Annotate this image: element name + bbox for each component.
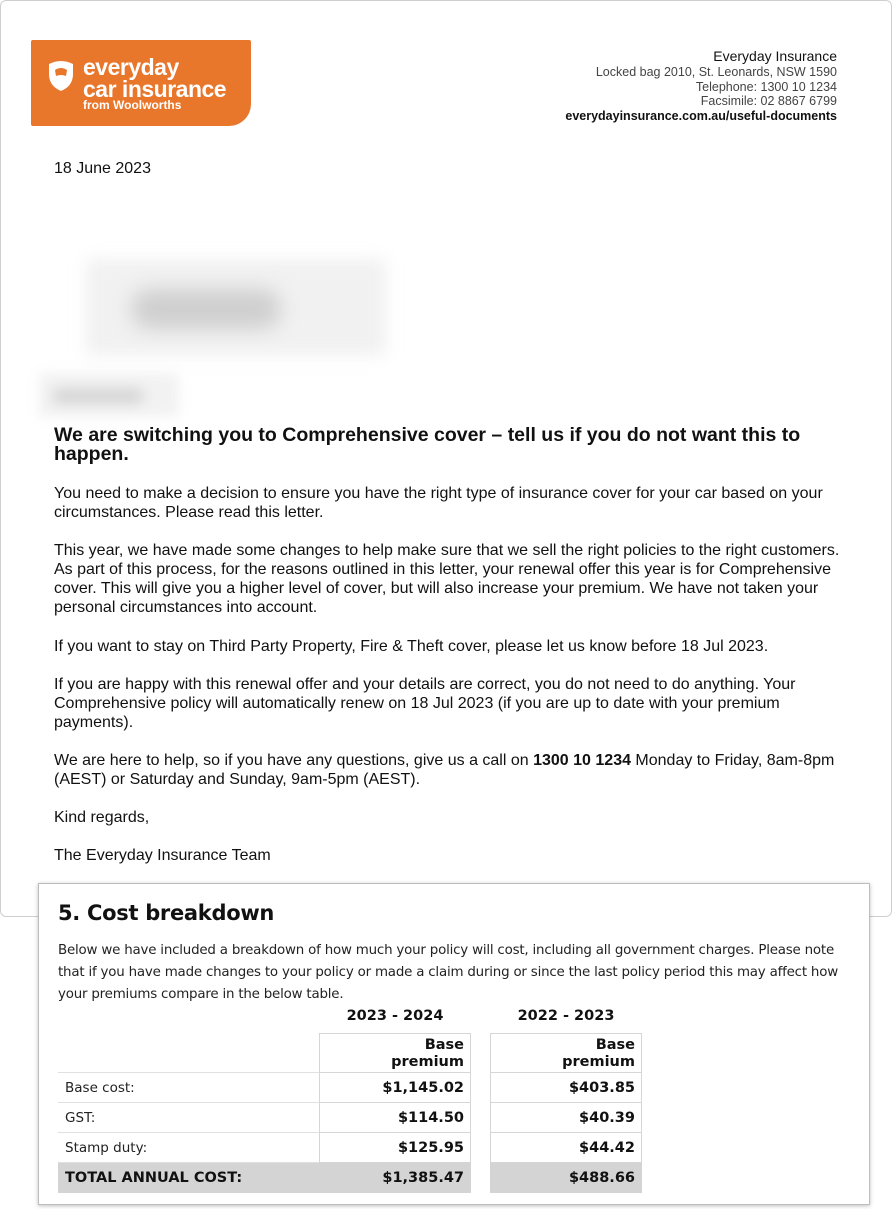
paragraph-auto-renew: If you are happy with this renewal offer and your details are correct, you do not need to do anything. Your Comprehensive policy will automatically renew on 18 Jul 2023 (if you are up to date with your premium payments). [54,676,796,731]
logo-text-line1: everyday [83,54,179,80]
contact-text-before: We are here to help, so if you have any questions, give us a call on [54,752,534,769]
table-row-gst [58,1103,642,1133]
paragraph-changes: This year, we have made some changes to help make sure that we sell the right policies to the right customers. As part of this process, for the reasons outlined in this letter, your renewal offer this year is for Comprehensive cover. This will give you a higher level of cover, but will also increase your premium. We have not taken your personal circumstances into account. [54,542,840,616]
value-2023-2024: $114.50 [319,1103,471,1133]
sender-address-block [565,48,837,123]
value-2022-2023: $44.42 [490,1133,642,1163]
column-header-line1: Base [424,1037,464,1053]
letter-date: 18 June 2023 [54,160,151,177]
value-2023-2024: $125.95 [319,1133,471,1163]
value-2022-2023: $403.85 [490,1073,642,1103]
sender-website-link[interactable]: everydayinsurance.com.au/useful-documents [565,108,837,123]
redacted-salutation [39,373,179,417]
column-header-base-premium-2023 [490,1033,642,1073]
logo-text-line3: from Woolworths [83,98,182,112]
value-2022-2023: $40.39 [490,1103,642,1133]
sender-name: Everyday Insurance [713,48,837,64]
column-header-base-premium-2024 [319,1033,471,1073]
year-header-2023-2024: 2023 - 2024 [346,1008,444,1024]
row-label: Stamp duty: [58,1133,319,1163]
letter-headline: We are switching you to Comprehensive cover – tell us if you do not want this to happen. [54,424,801,465]
row-label: Base cost: [58,1073,319,1103]
value-2023-2024: $1,385.47 [319,1163,471,1193]
row-label: GST: [58,1103,319,1133]
contact-text-after: Monday to Friday, 8am-8pm (AEST) or Saturday and Sunday, 9am-5pm (AEST). [54,752,835,788]
value-2022-2023: $488.66 [490,1163,642,1193]
sender-telephone: Telephone: 1300 10 1234 [695,79,837,94]
paragraph-decision: You need to make a decision to ensure you have the right type of insurance cover for your car based on your circumstances. Please read this letter. [54,485,823,521]
paragraph-contact [54,751,854,789]
table-row-total-annual-cost [58,1163,642,1193]
redacted-recipient-address [86,259,386,355]
closing: Kind regards, [54,809,150,826]
cost-breakdown-description: Below we have included a breakdown of how much your policy will cost, including all government charges. Please note that if you have made changes to your policy or made a claim during or since the last policy period this may affect how your premiums compare in the below table. [58,943,838,1002]
cost-breakdown-title: 5. Cost breakdown [58,901,275,925]
column-header-line2: premium [562,1054,635,1070]
everyday-insurance-logo [31,40,251,126]
signoff: The Everyday Insurance Team [54,847,271,864]
column-header-line1: Base [595,1037,635,1053]
logo-text-line2: car insurance [83,76,227,102]
shield-logo-icon [47,60,75,92]
table-row-base-cost [58,1073,642,1103]
row-label: TOTAL ANNUAL COST: [58,1163,319,1193]
paragraph-stay-tppft: If you want to stay on Third Party Property, Fire & Theft cover, please let us know before 18 Jul 2023. [54,638,769,655]
value-2023-2024: $1,145.02 [319,1073,471,1103]
year-header-2022-2023: 2022 - 2023 [517,1008,615,1024]
table-row-stamp-duty [58,1133,642,1163]
cost-breakdown-panel [38,883,870,1205]
sender-facsimile: Facsimile: 02 8867 6799 [700,94,837,108]
sender-address: Locked bag 2010, St. Leonards, NSW 1590 [595,65,837,79]
column-header-line2: premium [391,1054,464,1070]
contact-phone: 1300 10 1234 [533,752,631,769]
